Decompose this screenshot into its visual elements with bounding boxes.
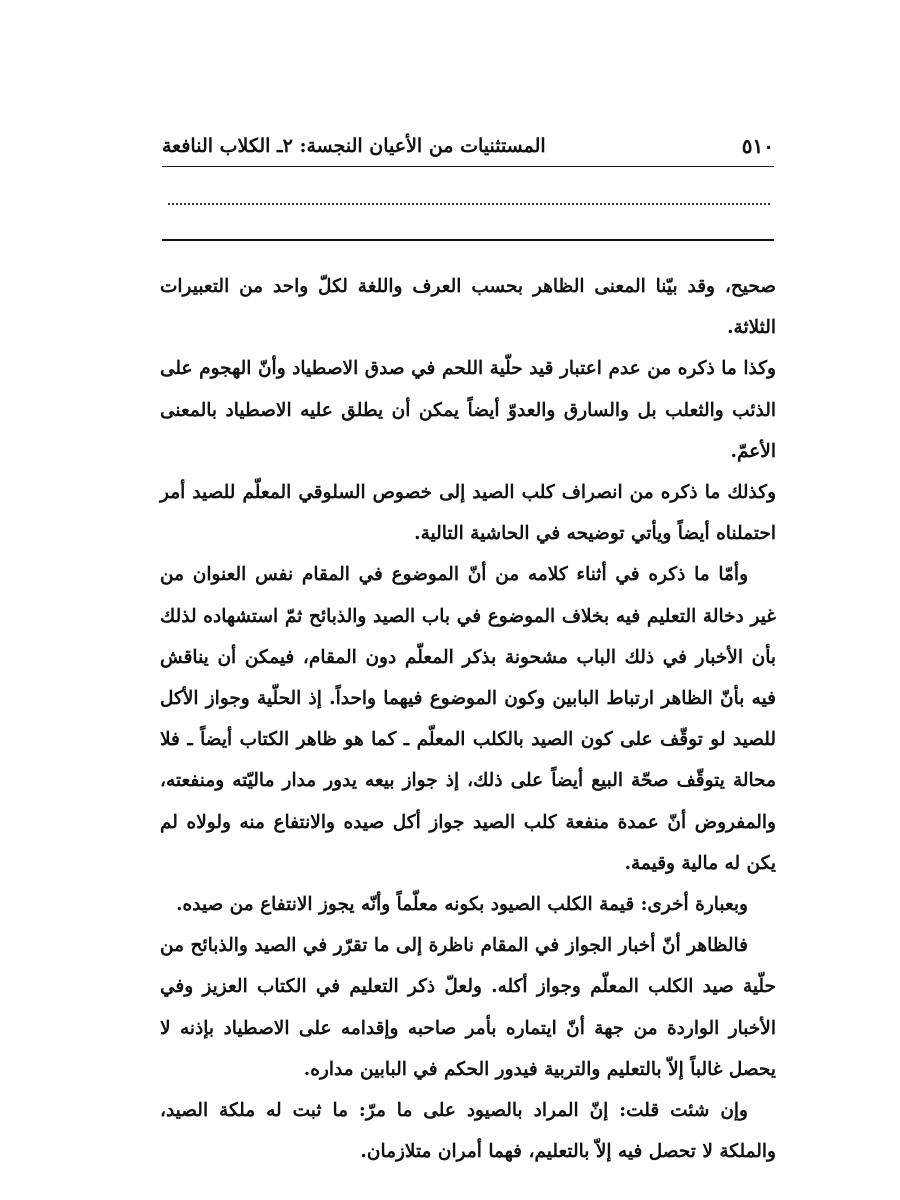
page-header — [162, 128, 774, 164]
paragraph: صحيح، وقد بيّنا المعنى الظاهر بحسب العرف واللغة لكلّ واحد من التعبيرات الثلاثة. — [160, 276, 776, 339]
paragraph: وكذا ما ذكره من عدم اعتبار قيد حلّية اللحم في صدق الاصطياد وأنّ الهجوم على الذئب والثعلب بل والسارق والعدوّ أيضاً يمكن أن يطلق عليه الاصطياد بالمعنى الأعمّ. — [160, 358, 776, 462]
header-rule — [162, 166, 774, 167]
footnote-separator-rule — [162, 239, 774, 241]
running-title: المستثنيات من الأعيان النجسة: ٢ـ الكلاب النافعة — [162, 135, 546, 157]
paragraph: فالظاهر أنّ أخبار الجواز في المقام ناظرة إلى ما تقرّر في الصيد والذبائح من حلّية صيد الكلب المعلّم وجواز أكله. ولعلّ ذكر التعليم في الكتاب العزيز وفي الأخبار الواردة من جهة أنّ ايتماره بأمر صاحبه وإقدامه على الاصطياد بإذنه لا يحصل غالباً إلاّ بالتعليم والتربية فيدور الحكم في البابين مداره. — [160, 935, 776, 1080]
paragraph: وكذلك ما ذكره من انصراف كلب الصيد إلى خصوص السلوقي المعلّم للصيد أمر احتملناه أيضاً ويأتي توضيحه في الحاشية التالية. — [160, 482, 776, 545]
page-number: ٥١٠ — [741, 134, 774, 158]
paragraph: وبعبارة أخرى: قيمة الكلب الصيود بكونه معلّماً وأنّه يجوز الانتفاع من صيده. — [176, 894, 748, 916]
dotted-separator — [168, 203, 770, 205]
paragraph: وأمّا ما ذكره في أثناء كلامه من أنّ الموضوع في المقام نفس العنوان من غير دخالة التعليم فيه بخلاف الموضوع في باب الصيد والذبائح ثمّ استشهاده لذلك بأن الأخبار في ذلك الباب مشحونة بذكر المعلّم دون المقام، فيمكن أن يناقش فيه بأنّ الظاهر ارتباط البابين وكون الموضوع فيهما واحداً. إذ الحلّية وجواز الأكل للصيد لو توقّف على كون الصيد بالكلب المعلّم ـ كما هو ظاهر الكتاب أيضاً ـ فلا محالة يتوقّف صحّة البيع أيضاً على ذلك، إذ جواز بيعه يدور مدار ماليّته ومنفعته، والمفروض أنّ عمدة منفعة كلب الصيد جواز أكل صيده والانتفاع منه ولولاه لم يكن له مالية وقيمة. — [160, 564, 776, 874]
paragraph: وإن شئت قلت: إنّ المراد بالصيود على ما مرّ: ما ثبت له ملكة الصيد، والملكة لا تحصل فيه إلاّ بالتعليم، فهما أمران متلازمان. — [160, 1100, 776, 1163]
body-text — [160, 266, 776, 1172]
